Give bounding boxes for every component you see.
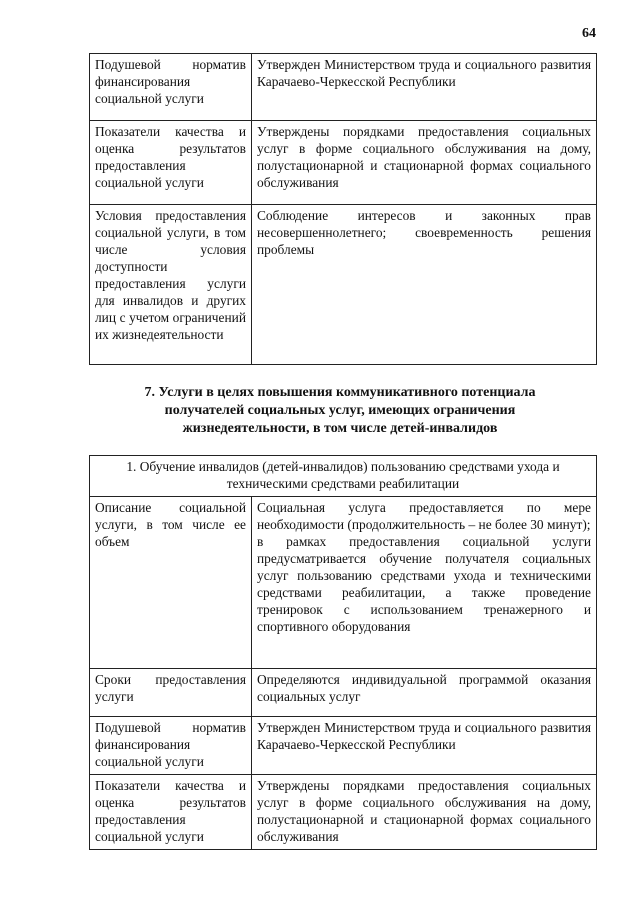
service-table-continued [89,53,597,365]
table-row [90,54,597,121]
row-label-quality: Показатели качества и оценка результатов предоставления социальной услуги [90,121,252,205]
section-heading-line: 7. Услуги в целях повышения коммуникативного потенциала [144,385,536,400]
table-row [90,669,597,717]
row-label-conditions: Условия предоставления социальной услуги, в том числе условия доступности предоставления услуги для инвалидов и других лиц с учетом ограничений их жизнедеятельности [90,205,252,365]
page-number: 64 [582,26,596,41]
table-row [90,497,597,669]
row-value-quality: Утверждены порядками предоставления социальных услуг в форме социального обслуживания на дому, полустационарной и стационарной формах социального обслуживания [252,775,597,850]
row-label-quality: Показатели качества и оценка результатов предоставления социальной услуги [90,775,252,850]
description-paragraph: в рамках предоставления социальной услуги предусматривается обучение получателя социальных услуг пользованию средствами ухода и техническими средствами реабилитации, а также проведение тренировок с использованием тренажерного и спортивного оборудования [257,534,591,634]
table-row [90,205,597,365]
row-label-description: Описание социальной услуги, в том числе ее объем [90,497,252,669]
row-value-quality: Утверждены порядками предоставления социальных услуг в форме социального обслуживания на дому, полустационарной и стационарной формах социального обслуживания [252,121,597,205]
table-row [90,456,597,497]
row-value-description [252,497,597,669]
description-paragraph: Социальная услуга предоставляется по мере необходимости (продолжительность – не более 30 минут); [257,500,591,532]
row-label-terms: Сроки предоставления услуги [90,669,252,717]
table-row [90,775,597,850]
service-title: 1. Обучение инвалидов (детей-инвалидов) пользованию средствами ухода и техническими средствами реабилитации [90,456,597,497]
table-row [90,121,597,205]
row-value-conditions: Соблюдение интересов и законных прав несовершеннолетнего; своевременность решения проблемы [252,205,597,365]
section-heading-line: жизнедеятельности, в том числе детей-инвалидов [182,421,498,436]
row-value-financing: Утвержден Министерством труда и социального развития Карачаево-Черкесской Республики [252,717,597,775]
section-heading [80,384,600,438]
row-label-financing: Подушевой норматив финансирования социальной услуги [90,717,252,775]
row-label-financing: Подушевой норматив финансирования социальной услуги [90,54,252,121]
row-value-financing: Утвержден Министерством труда и социального развития Карачаево-Черкесской Республики [252,54,597,121]
section-heading-line: получателей социальных услуг, имеющих ограничения [164,403,516,418]
table-row [90,717,597,775]
service-table [89,455,597,850]
row-value-terms: Определяются индивидуальной программой оказания социальных услуг [252,669,597,717]
